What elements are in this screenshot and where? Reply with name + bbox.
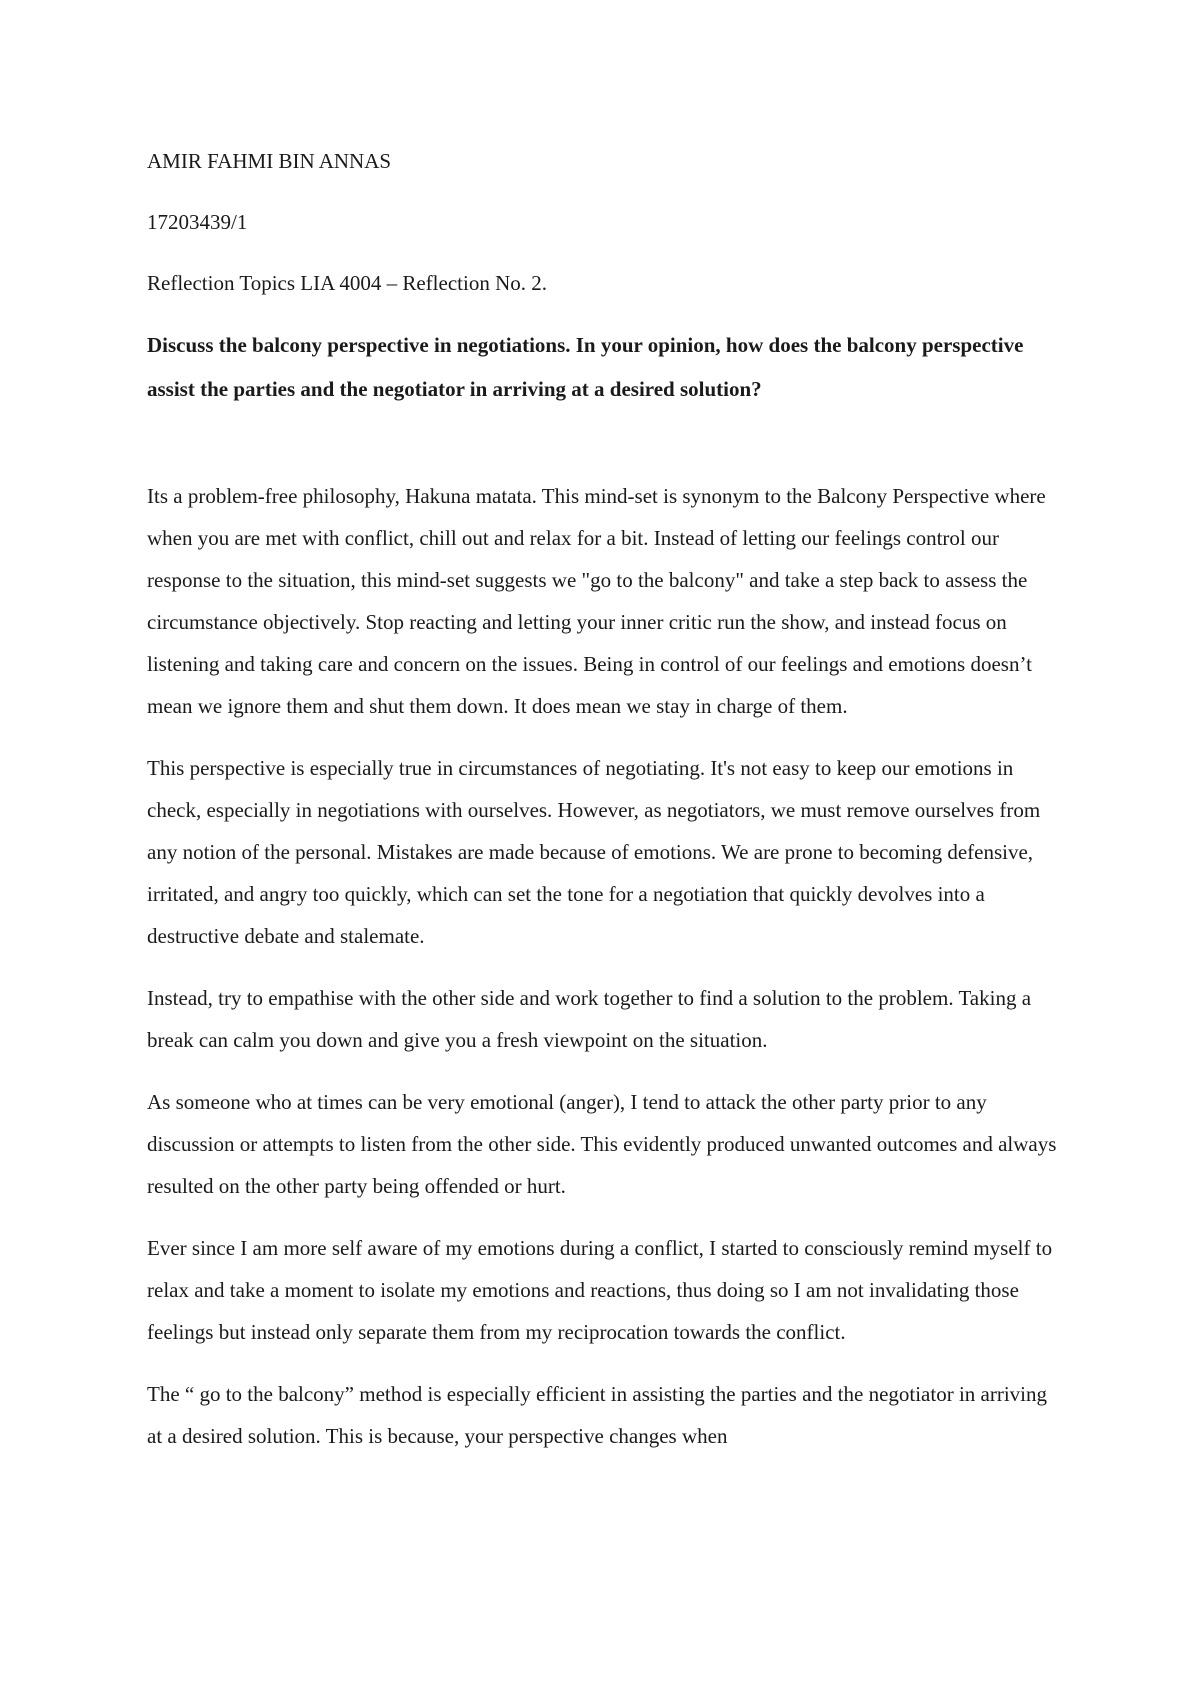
body-paragraph: Ever since I am more self aware of my emotions during a conflict, I started to consciously remind myself to relax and take a moment to isolate my emotions and reactions, thus doing so I am not invalidating those feelings but instead only separate them from my reciprocation towards the conflict.: [147, 1236, 1053, 1344]
reflection-question: Discuss the balcony perspective in negotiations. In your opinion, how does the balcony perspective assist the parties and the negotiator in arriving at a desired solution?: [147, 333, 1024, 401]
body-paragraph: The “ go to the balcony” method is especially efficient in assisting the parties and the negotiator in arriving at a desired solution. This is because, your perspective changes when: [147, 1382, 1048, 1448]
body-paragraph: Its a problem-free philosophy, Hakuna matata. This mind-set is synonym to the Balcony Perspective where when you are met with conflict, chill out and relax for a bit. Instead of letting our feelings control our response to the situation, this mind-set suggests we "go to the balcony" and take a step back to assess the circumstance objectively. Stop reacting and letting your inner critic run the show, and instead focus on listening and taking care and concern on the issues. Being in control of our feelings and emotions doesn’t mean we ignore them and shut them down. It does mean we stay in charge of them.: [147, 484, 1046, 718]
body-paragraph: This perspective is especially true in circumstances of negotiating. It's not easy to keep our emotions in check, especially in negotiations with ourselves. However, as negotiators, we must remove ourselves from any notion of the personal. Mistakes are made because of emotions. We are prone to becoming defensive, irritated, and angry too quickly, which can set the tone for a negotiation that quickly devolves into a destructive debate and stalemate.: [147, 756, 1041, 948]
document-content: [147, 140, 1067, 1477]
author-name: AMIR FAHMI BIN ANNAS: [147, 149, 392, 173]
course-title: Reflection Topics LIA 4004 – Reflection No. 2.: [147, 271, 547, 295]
body-paragraph: As someone who at times can be very emotional (anger), I tend to attack the other party prior to any discussion or attempts to listen from the other side. This evidently produced unwanted outcomes and always resulted on the other party being offended or hurt.: [147, 1090, 1057, 1198]
body-paragraph: Instead, try to empathise with the other side and work together to find a solution to the problem. Taking a break can calm you down and give you a fresh viewpoint on the situation.: [147, 986, 1032, 1052]
student-id: 17203439/1: [147, 210, 248, 234]
